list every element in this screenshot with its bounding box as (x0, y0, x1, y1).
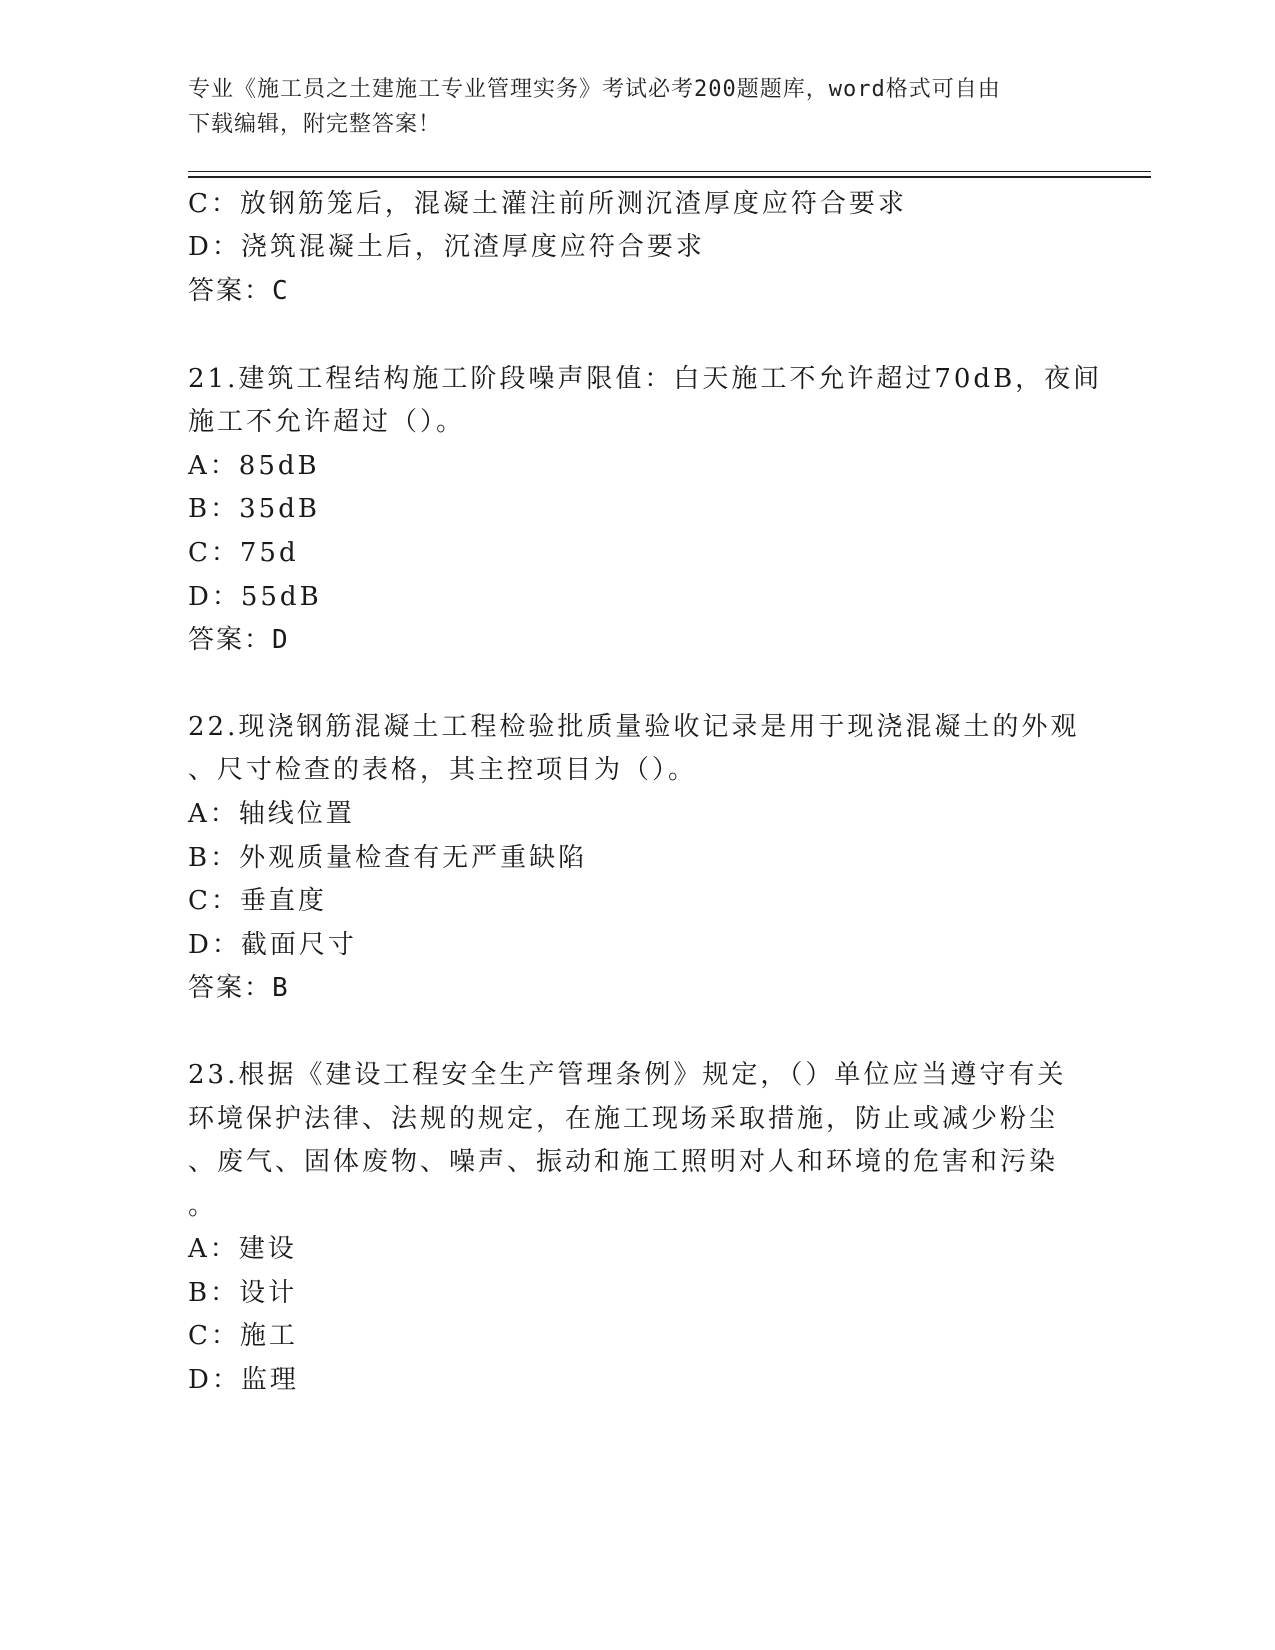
q21-option-d: D：55dB (188, 582, 322, 612)
q23-option-b: B：设计 (188, 1278, 298, 1308)
header-line-2: 下载编辑，附完整答案！ (188, 112, 442, 137)
q23-option-a: A：建设 (188, 1234, 297, 1264)
prev-option-d: D：浇筑混凝土后，沉渣厚度应符合要求 (188, 232, 705, 262)
q21-option-c: C：75d (188, 538, 299, 568)
q22-option-c: C：垂直度 (188, 886, 327, 916)
q21-answer: 答案：D (188, 625, 290, 655)
q21-option-b: B：35dB (188, 494, 320, 524)
q23-stem-line-4: 。 (188, 1191, 218, 1221)
prev-answer: 答案：C (188, 276, 290, 306)
header-divider-thick (188, 176, 1151, 178)
q22-stem-line-1: 22.现浇钢筋混凝土工程检验批质量验收记录是用于现浇混凝土的外观 (188, 712, 1080, 742)
q23-stem-line-1: 23.根据《建设工程安全生产管理条例》规定，（）单位应当遵守有关 (188, 1060, 1067, 1090)
q22-stem-line-2: 、尺寸检查的表格，其主控项目为（）。 (188, 755, 698, 785)
q21-stem-line-1: 21.建筑工程结构施工阶段噪声限值：白天施工不允许超过70dB，夜间 (188, 364, 1103, 394)
q21-option-a: A：85dB (188, 451, 320, 481)
q23-option-d: D：监理 (188, 1365, 299, 1395)
prev-option-c: C：放钢筋笼后，混凝土灌注前所测沉渣厚度应符合要求 (188, 189, 907, 219)
q22-answer: 答案：B (188, 973, 290, 1003)
document-header (188, 72, 1068, 142)
q23-option-c: C：施工 (188, 1321, 298, 1351)
q22-option-b: B：外观质量检查有无严重缺陷 (188, 843, 588, 873)
q23-stem-line-3: 、废气、固体废物、噪声、振动和施工照明对人和环境的危害和污染 (188, 1147, 1059, 1177)
q22-option-a: A：轴线位置 (188, 799, 355, 829)
header-divider-thin (188, 171, 1151, 172)
q21-stem-line-2: 施工不允许超过（）。 (188, 407, 466, 437)
q22-option-d: D：截面尺寸 (188, 930, 357, 960)
header-line-1: 专业《施工员之土建施工专业管理实务》考试必考200题题库，word格式可自由 (188, 77, 1001, 102)
q23-stem-line-2: 环境保护法律、法规的规定，在施工现场采取措施，防止或减少粉尘 (188, 1104, 1059, 1134)
